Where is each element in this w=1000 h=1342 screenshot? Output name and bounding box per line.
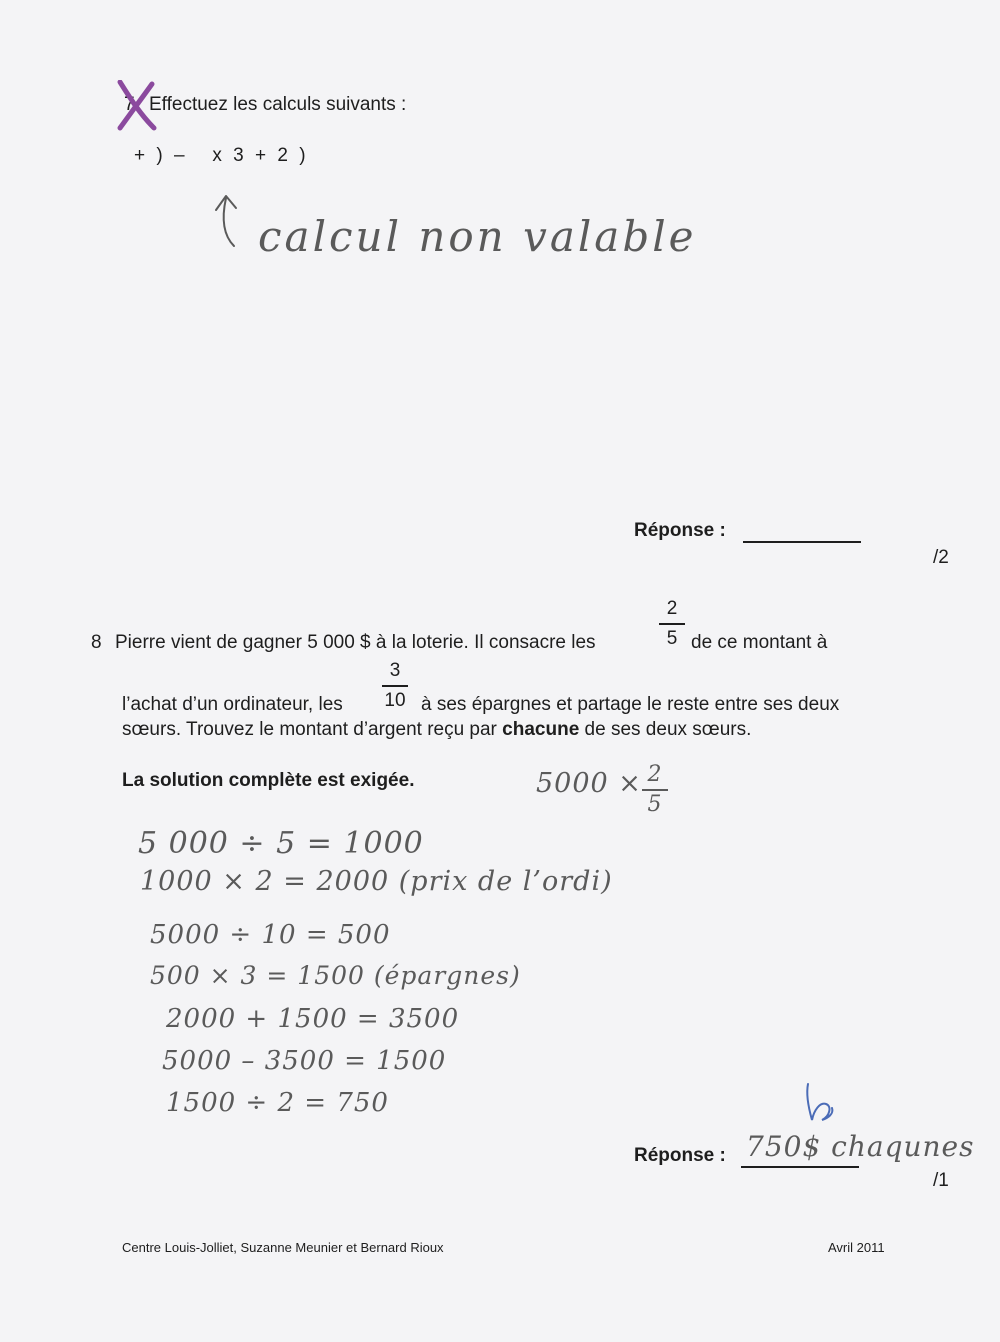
- q7-number: 7: [124, 94, 135, 115]
- q8-text-line1: Pierre vient de gagner 5 000 $ à la loterie. Il consacre les: [115, 632, 596, 653]
- q8-answer-line: [741, 1166, 859, 1168]
- q8-fraction-two-fifths: 2 5: [657, 598, 687, 650]
- q7-points: /2: [933, 547, 949, 568]
- q8-work-line-2: 1000 × 2 = 2000 (prix de l’ordi): [140, 866, 613, 897]
- q7-handwritten-comment: calcul non valable: [258, 212, 697, 261]
- q8-number: 8: [91, 632, 102, 653]
- q8-handwritten-side: 5000 ×: [536, 768, 642, 799]
- q8-emphasis-chacune: chacune: [502, 719, 580, 740]
- q7-expression: + ) – x 3 + 2 ): [134, 145, 309, 166]
- q8-answer-label: Réponse :: [634, 1145, 726, 1166]
- q8-points: /1: [933, 1170, 949, 1191]
- q8-work-line-6: 5000 – 3500 = 1500: [162, 1046, 447, 1076]
- q8-handwritten-side-fraction: 2 5: [640, 764, 670, 816]
- q8-text-line2-end: à ses épargnes et partage le reste entre ses deux: [421, 694, 840, 715]
- q8-text-line3: sœurs. Trouvez le montant d’argent reçu par chacune de ses deux sœurs.: [122, 719, 752, 740]
- q8-work-line-7: 1500 ÷ 2 = 750: [166, 1088, 389, 1118]
- q7-answer-label: Réponse :: [634, 520, 726, 541]
- q8-work-line-5: 2000 + 1500 = 3500: [166, 1004, 460, 1034]
- q8-fraction-three-tenths: 3 10: [380, 660, 410, 712]
- footer-credits: Centre Louis-Jolliet, Suzanne Meunier et Bernard Rioux: [122, 1240, 444, 1255]
- q8-work-line-1: 5 000 ÷ 5 = 1000: [138, 826, 424, 861]
- up-arrow-icon: [212, 190, 242, 254]
- q8-handwritten-answer: 750$ chaqunes: [746, 1130, 975, 1163]
- footer-date: Avril 2011: [828, 1240, 885, 1255]
- q8-solution-required: La solution complète est exigée.: [122, 770, 415, 791]
- q7-answer-line: [743, 541, 861, 543]
- q7-prompt: Effectuez les calculs suivants :: [149, 94, 407, 115]
- q8-work-line-4: 500 × 3 = 1500 (épargnes): [150, 961, 521, 990]
- q8-text-line2: l’achat d’un ordinateur, les: [122, 694, 343, 715]
- grader-check-mark-icon: [800, 1080, 840, 1128]
- q8-text-line1-end: de ce montant à: [691, 632, 828, 653]
- q8-work-line-3: 5000 ÷ 10 = 500: [150, 920, 391, 950]
